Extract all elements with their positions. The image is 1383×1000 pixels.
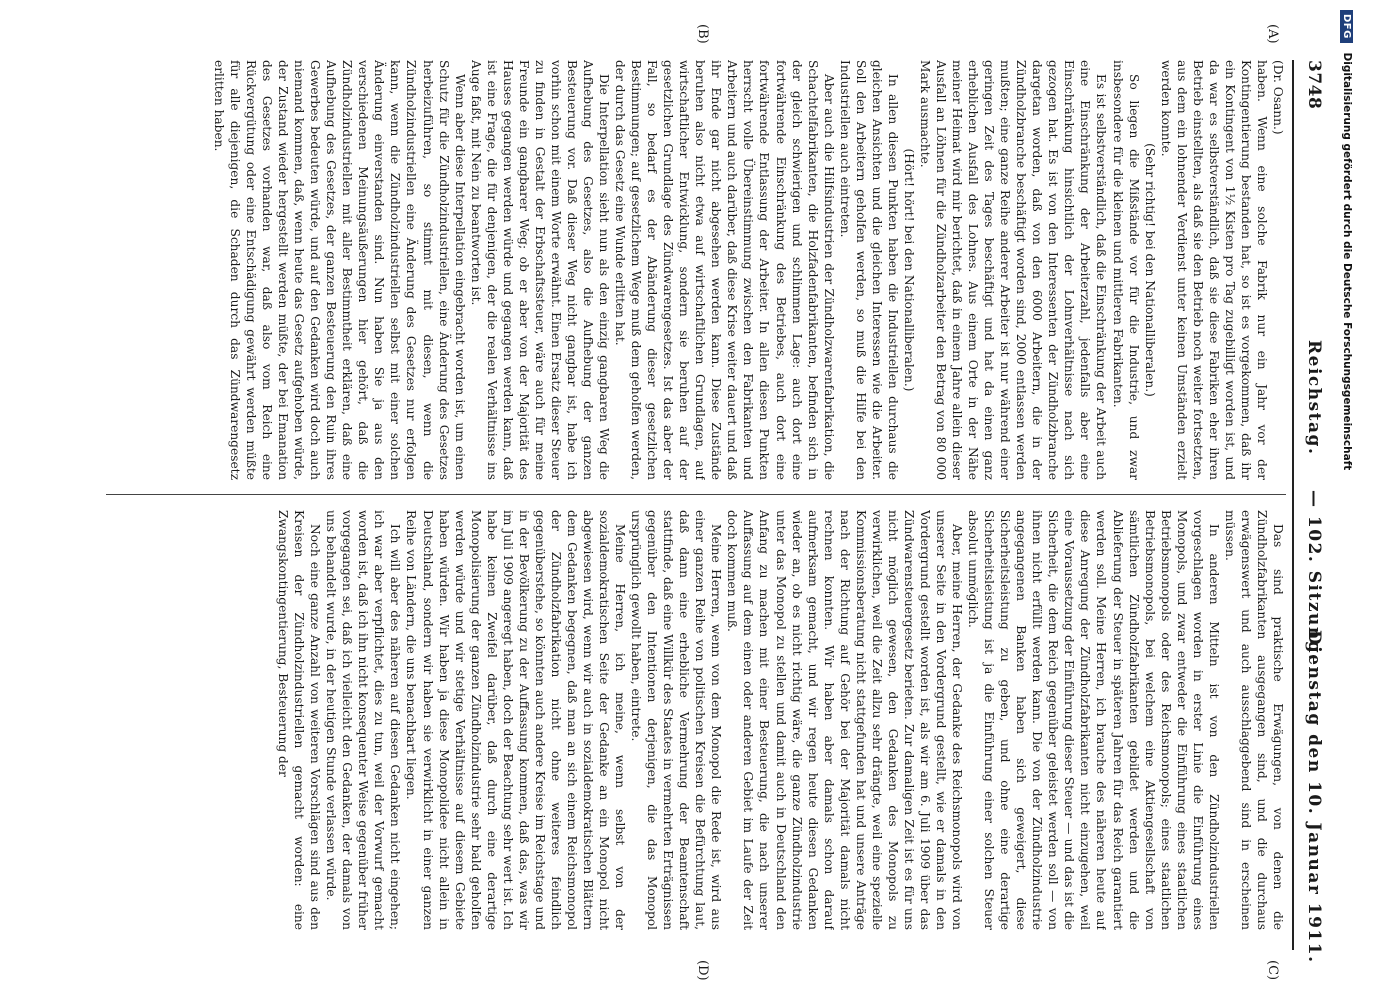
interjection: (Sehr richtig! bei den Nationalliberalen.) [1142,143,1157,397]
paragraph: Das sind praktische Erwägungen, von denen die Zündholzfabrikanten ausgegangen sind, und die durchaus erwägenswert und auch ausschlaggebend sind in erscheinen müssen. [1222,510,1285,930]
paragraph: Aber, meine Herren, der Gedanke des Reichsmonopols wird von unserer Seite in den Vordergrund gestellt, wie er damals in den Vordergrund gestellt worden ist, als wir am 6. Juli 1909 über das Zündwarensteuergesetz berieten. Zur damaligen Zeit ist es für uns nicht möglich gewesen, den Gedanken des Monopols zu verwirklichen, weil die Zeit allzu sehr drängte, weil eine spezielle Kommissionsberatung nicht stattgefunden hat und unsere Anträge nach der Richtung auf Gehör bei der Majorität damals nicht rechnen konnten. Wir haben aber damals schon darauf aufmerksam gemacht, und wir regen heute diesen Gedanken wieder an, ob es nicht richtig wäre, die ganze Zündholzindustrie unter das Monopol zu stellen und damit auch in Deutschland den Anfang zu machen mit einer Besteuerung, die nach unserer Auffassung auf dem einen oder anderen Gebiet im Laufe der Zeit doch kommen muß. [725,510,965,930]
margin-mark-b: (B) [695,24,710,44]
paragraph: Es ist selbstverständlich, daß die Einschränkung der Arbeit auch eine Einschränkung der Arbeiterzahl, jedenfalls aber eine Einschränkung hinsichtlich der Lohnverhältnisse nach sich gezogen hat. Es ist von den Interessenten der Zündholzbranche dargetan worden, daß von den 6000 Arbeitern, die in der Zündholzbranche beschäftigt worden sind, 2000 entlassen werden mußten; eine ganze Reihe anderer Arbeiter ist nur während einer geringen Zeit des Tages beschäftigt und hat da einen ganz erheblichen Ausfall des Lohnes. Aus einem Orte in der Nähe meiner Heimat wird mir berichtet, daß in einem Jahre allein dieser Ausfall an Löhnen für die Zündholzarbeiter den Betrag von 80 000 Mark ausmachte. [917,60,1109,480]
page-number: 3748 [1304,60,1324,110]
dfg-logo: DFG [1340,10,1353,43]
paragraph: Meine Herren, wenn von dem Monopol die Rede ist, wird aus einer ganzen Reihe von politischen Kreisen die Befürchtung laut, daß dann eine erhebliche Vermehrung der Beamtenschaft stattfinde, daß eine Willkür des Staates in vermehrten Erträgnissen gegenüber den Intentionen derjenigen, die das Monopol ursprünglich gewollt haben, eintrete. [629,510,724,930]
paragraph: In anderen Mitteln ist von den Zündholzindustriellen vorgeschlagen worden in erster Linie die Einführung eines Monopols, und zwar entweder die Einführung eines staatlichen Betriebsmonopols oder des Reichsmonopols; eines staatlichen Betriebsmonopols, bei welchem eine Aktiengesellschaft von sämtlichen Zündholzfabrikanten gebildet werden und die Ablieferung der Steuer in späteren Jahren für das Reich garantiert werden soll. Meine Herren, ich brauche des näheren heute auf diese Anregung der Zündholzfabrikanten nicht einzugehen, weil eine Voraussetzung der Einführung dieser Steuer — und das ist die Sicherheit, die dem Reich gegenüber geleistet werden soll — von ihnen nicht erfüllt werden kann. Die von der Zündholzindustrie angegangenen Banken haben sich geweigert, diese Sicherheitsleistung zu geben, und ohne eine derartige Sicherheitsleistung ist ja die Einführung einer solchen Steuer absolut unmöglich. [966,510,1221,930]
paragraph: Ich will aber des näheren auf diesen Gedanken nicht eingehen; ich war aber verpflichtet, dies zu tun, weil der Vorwurf gemacht worden ist, daß ich ihn nicht konsequenter Weise gegenüber früher vorgegangen sei, daß ich vielleicht den Gedanken, der damals von uns behandelt wurde, in der heutigen Stunde verlassen würde. [324,510,403,930]
page-header [1296,60,1330,964]
paragraph: Noch eine ganze Anzahl von weiteren Vorschlägen sind aus den Kreisen der Zündholzindustriellen gemacht worden: eine Zwangskontingentierung, Besteuerung der [276,510,323,930]
margin-mark-c: (C) [1265,960,1280,981]
paragraph: Wenn aber diese Interpellation eingebracht worden ist, um einen Schutz für die Zündholzindustriellen, eine Änderung des Gesetzes herbeizuführen, so stimmt mit diesen, wenn die Zündholzindustriellen eine Änderung des Gesetzes nur erfolgen kann, wenn die Zündholzindustriellen selbst mit einer solchen Änderung einverstanden sind. Nun haben Sie ja aus den verschiedenen Meinungsäußerungen hier gehört, daß die Zündholzindustriellen mit aller Bestimmtheit erklären, daß eine Aufhebung des Gesetzes, der ganzen Besteuerung den Ruin ihres Gewerbes bedeuten würde, und auf den Gedanken wird doch auch niemand kommen, daß, wenn heute das Gesetz aufgehoben würde, der Zustand wieder hergestellt werden müßte, der bei Emanation des Gesetzes vorhanden war, daß also vom Reich eine Rückvergütung oder eine Entschädigung gewährt werden müßte für alle diejenigen, die Schaden durch das Zündwarengesetz erlitten haben. [211,60,467,480]
paragraph: In allen diesen Punkten haben die Industriellen durchaus die gleichen Ansichten und die gleichen Interessen wie die Arbeiter. Soll den Arbeitern geholfen werden, so muß die Hilfe bei den Industriellen auch eintreten. [837,60,900,480]
header-reichstag: Reichstag. [1304,340,1324,456]
margin-mark-a: (A) [1265,24,1280,44]
paragraph: Aber auch die Hilfsindustrien der Zündholzwarenfabrikation, die Schachtelfabrikanten, die Holzfadenfabrikanten, befinden sich in der gleich schwierigen und schlimmen Lage: auch dort eine fortwährende Einschränkung des Betriebes, auch dort eine fortwährende Entlassung der Arbeiter. In allen diesen Punkten herrscht volle Übereinstimmung zwischen den Fabrikanten und Arbeitern und auch darüber, daß diese Krise weiter dauert und daß ihr Ende gar nicht abgesehen werden kann. Diese Zustände beruhen also nicht etwa auf wirtschaftlichen Grundlagen, auf wirtschaftlicher Entwicklung, sondern sie beruhen auf der gesetzlichen Grundlage des Zündwarengesetzes. Ist das aber der Fall, so bedarf es der Abänderung dieser gesetzlichen Bestimmungen; auf gesetzlichem Wege muß dem geholfen werden, der durch das Gesetz eine Wunde erlitten hat. [613,60,836,480]
header-date: Dienstag den 10. Januar 1911. [1304,630,1324,964]
header-session: — 102. Sitzung. [1304,490,1324,662]
paragraph: Die Interpellation sieht nun als den einzig gangbaren Weg die Aufhebung des Gesetzes, also die Aufhebung der ganzen Besteuerung vor. Daß dieser Weg nicht gangbar ist, habe ich vorhin schon mit einem Worte erwähnt. Einen Ersatz dieser Steuer zu finden in Gestalt der Erbschaftssteuer, wäre auch für meine Freunde ein gangbarer Weg; ob er aber von der Majorität des Hauses gegangen werden würde und gegangen werden kann, daß ist eine Frage, die für denjenigen, der die realen Verhältnisse ins Auge faßt, mit Nein zu beantworten ist. [468,60,612,480]
left-column [66,60,1286,480]
interjection: (Hört! hört! bei den Nationalliberalen.) [901,148,916,392]
column-divider [106,494,1286,495]
paragraph: Meine Herren, ich meine, wenn selbst von der sozialdemokratischen Seite der Gedanke an ein Monopol nicht abgewiesen wird, wenn wir auch in sozialdemokratischen Blättern dem Gedanken begegnen, daß man an sich einem Reichsmonopol der Zündholzfabrikation nicht ohne weiteres feindlich gegenüberstehe, so könnten auch andere Kreise im Reichstage und in der Bevölkerung zu der Auffassung kommen, daß das, was wir im Juli 1909 angeregt haben, doch der Beachtung sehr wert ist. Ich habe keinen Zweifel darüber, daß durch eine derartige Monopolisierung der ganzen Zündholzindustrie sehr bald geholfen werden würde und wir stetige Verhältnisse auf diesem Gebiete haben würden. Wir haben ja diese Monopolidee nicht allein in Deutschland, sondern wir haben sie verwirklicht in einer ganzen Reihe von Ländern, die uns benachbart liegen. [404,510,628,930]
speaker-note: (Dr. Osann.) [1271,60,1285,135]
margin-mark-d: (D) [695,960,710,981]
header-rule [1292,60,1294,950]
paragraph: So liegen die Mißstände vor für die Industrie, und zwar insbesondere für die kleinen und mittleren Fabrikanten. [1110,60,1141,480]
rotated-page [50,24,1330,981]
paragraph: haben. Wenn eine solche Fabrik nur ein Jahr vor der Kontingentierung bestanden hat, so ist es vorgekommen, daß ihr ein Kontingent von 1½ Kisten pro Tag zugebilligt worden ist, und da war es selbstverständlich, daß sie diese Fabriken eher ihren Betrieb einstellten, als daß sie den Betrieb noch weiter fortsetzten, aus dem ein lohnender Verdienst unter keinen Umständen erzielt werden konnte. [1158,60,1269,480]
right-column [66,510,1286,930]
credit-text: Digitalisierung gefördert durch die Deutsche Forschungsgemeinschaft [1341,52,1353,471]
digitization-credit [1331,10,1353,960]
